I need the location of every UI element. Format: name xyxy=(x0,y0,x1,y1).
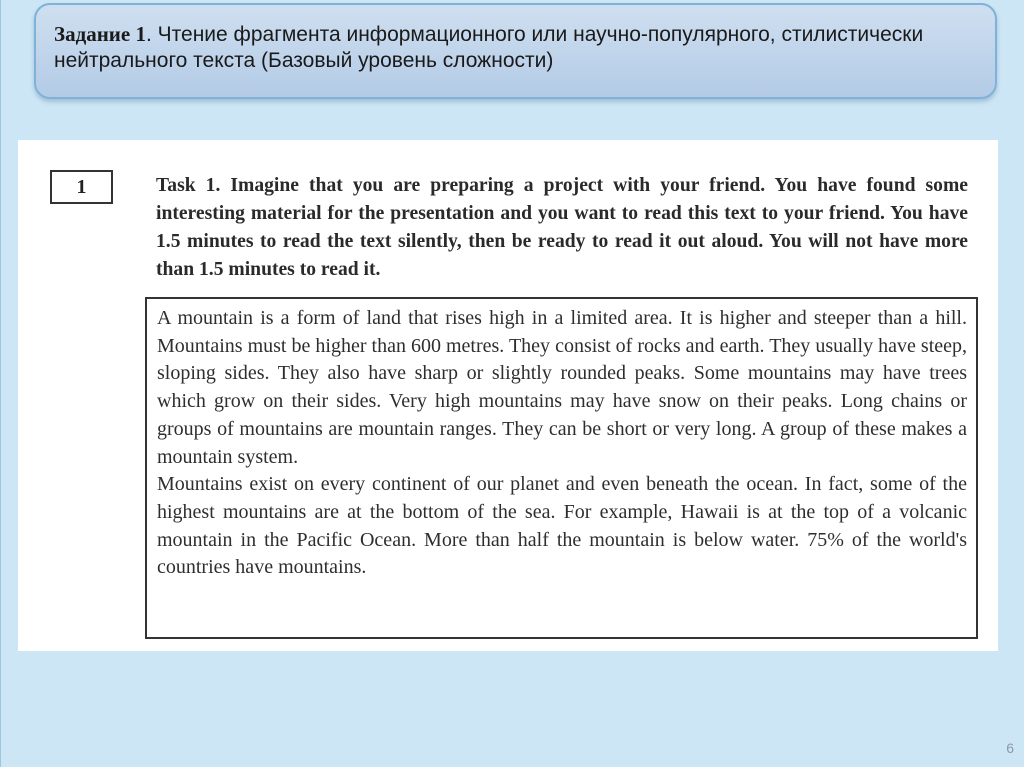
task-instruction: Task 1. Imagine that you are preparing a project with your friend. You have found some interesting material for the presentation and you want to read this text to your friend. You have 1.5 minutes to read the text silently, then be ready to read it out aloud. You will not have more than 1.5 minutes to read it. xyxy=(156,175,968,280)
reading-paragraph-2: Mountains exist on every continent of our planet and even beneath the ocean. In fact, some of the highest mountains are at the bottom of the sea. For example, Hawaii is at the top of a volcanic mountain in the Pacific Ocean. More than half the mountain is below water. 75% of the world's countries have mountains. xyxy=(157,473,967,579)
task-number-box: 1 xyxy=(50,170,113,204)
slide-page-number: 6 xyxy=(1006,740,1014,756)
task-sheet xyxy=(18,140,998,651)
reading-paragraph-1: A mountain is a form of land that rises high in a limited area. It is higher and steeper than a hill. Mountains must be higher than 600 metres. They consist of rocks and earth. They usually have steep, sloping sides. They also have sharp or slightly rounded peaks. Some mountains may have trees which grow on their sides. Very high mountains may have snow on their peaks. Long chains or groups of mountains are mountain ranges. They can be short or very long. A group of these makes a mountain system. xyxy=(157,307,967,468)
slide-title-box xyxy=(34,3,997,99)
reading-text-box xyxy=(145,297,978,639)
task-label: Задание 1 xyxy=(54,22,146,46)
task-title: . Чтение фрагмента информационного или научно-популярного, стилистически нейтрального текста (Базовый уровень сложности) xyxy=(54,23,924,72)
